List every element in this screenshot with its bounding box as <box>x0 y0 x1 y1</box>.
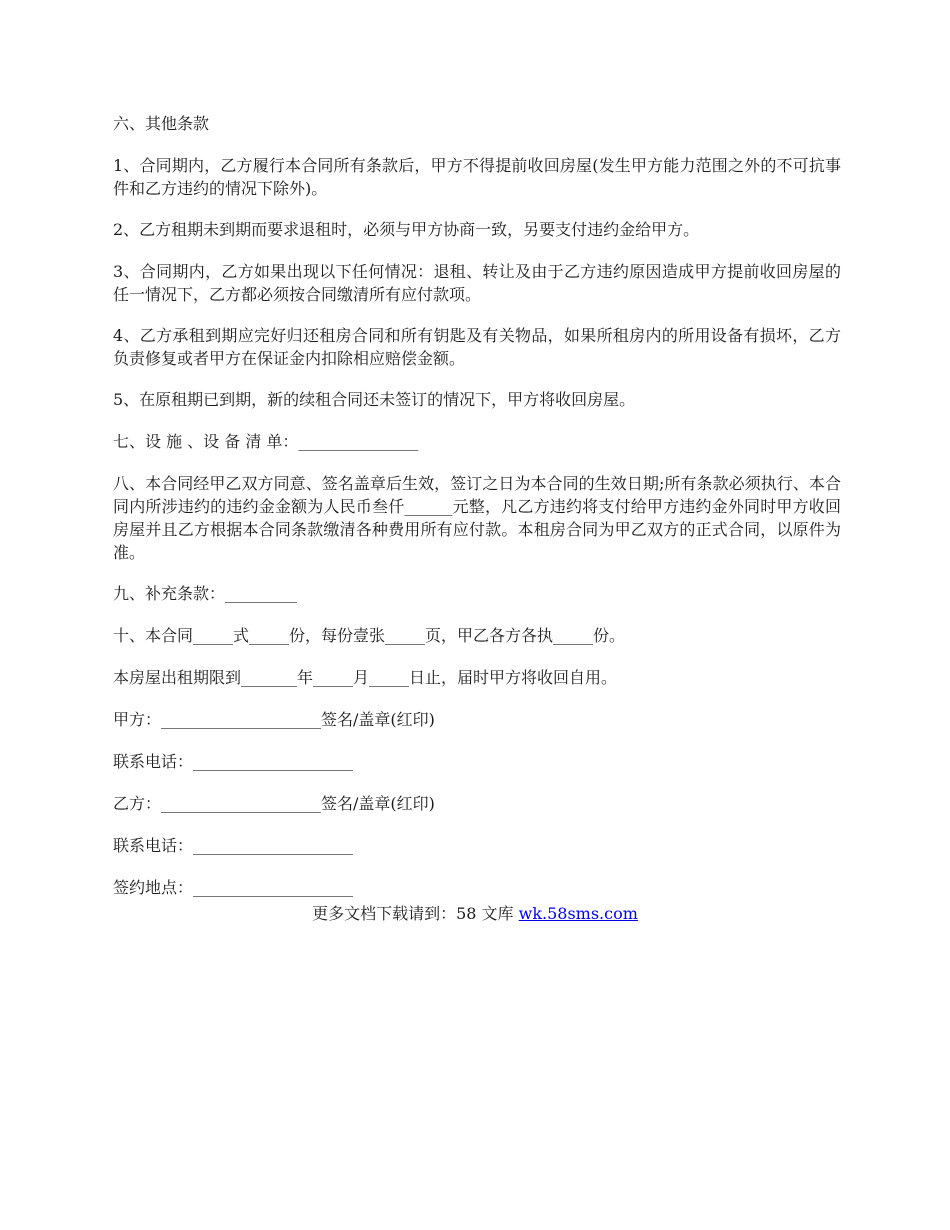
section-facilities-list: 七、设 施 、设 备 清 单：_______________ <box>113 432 419 451</box>
clause-2: 2、乙方租期未到期而要求退租时，必须与甲方协商一致，另要支付违约金给甲方。 <box>113 220 700 239</box>
document-body <box>113 112 841 918</box>
clause-3: 3、合同期内，乙方如果出现以下任何情况：退租、转让及由于乙方违约原因造成甲方提前收回房屋的任一情况下，乙方都必须按合同缴清所有应付款项。 <box>113 262 841 304</box>
section-copies: 十、本合同_____式_____份，每份壹张_____页，甲乙各方各执_____份。 <box>113 626 626 645</box>
party-a-phone: 联系电话：____________________ <box>113 752 354 771</box>
lease-term-end: 本房屋出租期限到_______年_____月_____日止，届时甲方将收回自用。 <box>113 668 618 687</box>
section-effectiveness: 八、本合同经甲乙双方同意、签名盖章后生效，签订之日为本合同的生效日期;所有条款必须执行、本合同内所涉违约的违约金金额为人民币叁仟______元整，凡乙方违约将支付给甲方违约金外同时甲方收回房屋并且乙方根据本合同条款缴清各种费用所有应付款。本租房合同为甲乙双方的正式合同，以原件为准。 <box>113 474 841 562</box>
section-heading-other-terms: 六、其他条款 <box>113 114 210 133</box>
clause-4: 4、乙方承租到期应完好归还租房合同和所有钥匙及有关物品，如果所租房内的所用设备有损坏，乙方负责修复或者甲方在保证金内扣除相应赔偿金额。 <box>113 326 841 368</box>
party-b-signature: 乙方：____________________签名/盖章(红印) <box>113 794 435 813</box>
party-b-phone: 联系电话：____________________ <box>113 836 354 855</box>
clause-1: 1、合同期内，乙方履行本合同所有条款后，甲方不得提前收回房屋(发生甲方能力范围之外的不可抗事件和乙方违约的情况下除外)。 <box>113 156 841 198</box>
clause-5: 5、在原租期已到期，新的续租合同还未签订的情况下，甲方将收回房屋。 <box>113 390 636 409</box>
party-a-signature: 甲方：____________________签名/盖章(红印) <box>113 710 435 729</box>
footer-text: 更多文档下载请到：58 文库 <box>312 904 519 923</box>
section-supplementary: 九、补充条款：_________ <box>113 584 298 603</box>
signing-location: 签约地点：____________________ <box>113 878 354 897</box>
footer-link[interactable]: wk.58sms.com <box>518 904 638 923</box>
footer <box>0 902 950 925</box>
